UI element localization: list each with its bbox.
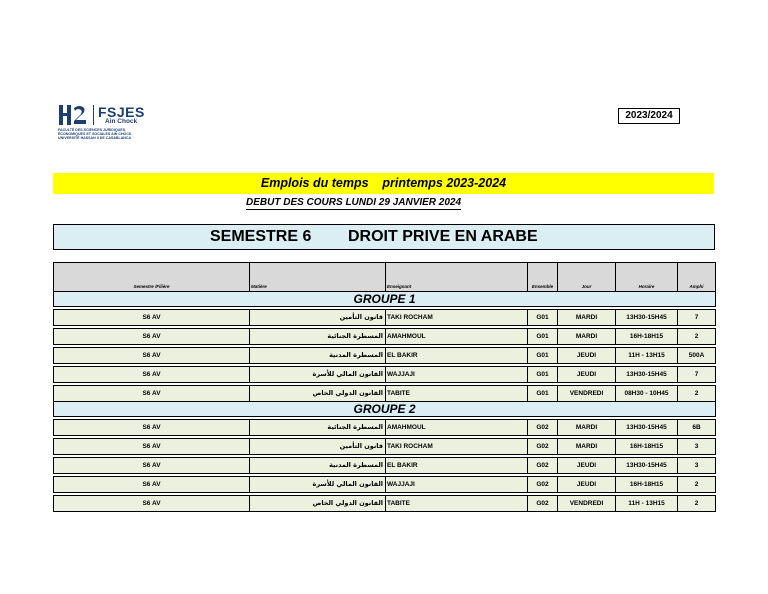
cell-amphi: 3 — [678, 439, 716, 455]
cell-jour: JEUDI — [558, 477, 616, 493]
cell-enseignant: EL BAKIR — [386, 348, 528, 364]
schedule-banner: Emplois du temps printemps 2023-2024 — [53, 173, 714, 194]
cell-semestre: S6 AV — [54, 477, 250, 493]
group-title: GROUPE 1 — [54, 292, 716, 307]
table-row — [54, 367, 716, 383]
cell-semestre: S6 AV — [54, 386, 250, 402]
cell-enseignant: EL BAKIR — [386, 458, 528, 474]
cell-ensemble: G02 — [528, 458, 558, 474]
cell-jour: MARDI — [558, 329, 616, 345]
cell-matiere: قانون التأمين — [250, 439, 386, 455]
table-row — [54, 420, 716, 436]
cell-enseignant: TABITE — [386, 496, 528, 512]
cell-ensemble: G02 — [528, 420, 558, 436]
cell-amphi: 2 — [678, 386, 716, 402]
table-row — [54, 348, 716, 364]
cell-horaire: 16H-18H15 — [616, 439, 678, 455]
cell-enseignant: TABITE — [386, 386, 528, 402]
cell-horaire: 11H - 13H15 — [616, 496, 678, 512]
cell-ensemble: G01 — [528, 348, 558, 364]
program-name: DROIT PRIVE EN ARABE — [348, 228, 538, 245]
cell-horaire: 13H30-15H45 — [616, 367, 678, 383]
logo-line-1: FACULTÉ DES SCIENCES JURIDIQUES, — [58, 128, 127, 132]
cell-amphi: 2 — [678, 329, 716, 345]
cell-ensemble: G01 — [528, 386, 558, 402]
cell-matiere: قانون التأمين — [250, 310, 386, 326]
header-horaire: Horaire — [616, 263, 678, 292]
table-header-row — [54, 263, 716, 292]
cell-semestre: S6 AV — [54, 329, 250, 345]
cell-ensemble: G01 — [528, 310, 558, 326]
cell-amphi: 3 — [678, 458, 716, 474]
cell-jour: MARDI — [558, 439, 616, 455]
cell-enseignant: WAJJAJI — [386, 477, 528, 493]
cell-semestre: S6 AV — [54, 439, 250, 455]
cell-enseignant: AMAHMOUL — [386, 420, 528, 436]
cell-horaire: 16H-18H15 — [616, 329, 678, 345]
cell-ensemble: G01 — [528, 367, 558, 383]
cell-enseignant: WAJJAJI — [386, 367, 528, 383]
cell-enseignant: TAKI ROCHAM — [386, 439, 528, 455]
header-matiere: Matière — [250, 263, 386, 292]
university-emblem-icon — [58, 104, 90, 126]
cell-semestre: S6 AV — [54, 348, 250, 364]
cell-amphi: 7 — [678, 310, 716, 326]
cell-semestre: S6 AV — [54, 458, 250, 474]
group-header-row — [54, 402, 716, 417]
cell-jour: JEUDI — [558, 367, 616, 383]
semester-title-box — [53, 224, 715, 250]
cell-semestre: S6 AV — [54, 310, 250, 326]
cell-jour: MARDI — [558, 420, 616, 436]
cell-ensemble: G02 — [528, 477, 558, 493]
cell-horaire: 13H30-15H45 — [616, 420, 678, 436]
header-jour: Jour — [558, 263, 616, 292]
logo-line-3: UNIVERSITÉ HASSAN II DE CASABLANCA — [58, 136, 132, 140]
table-row — [54, 477, 716, 493]
cell-semestre: S6 AV — [54, 367, 250, 383]
logo-faculty-name — [58, 128, 168, 140]
cell-horaire: 13H30-15H45 — [616, 458, 678, 474]
logo-divider — [93, 105, 94, 125]
table-row — [54, 329, 716, 345]
table-row — [54, 439, 716, 455]
table-row — [54, 310, 716, 326]
cell-ensemble: G02 — [528, 496, 558, 512]
header-enseignant: Enseignant — [386, 263, 528, 292]
header-ensemble: Ensemble — [528, 263, 558, 292]
cell-enseignant: AMAHMOUL — [386, 329, 528, 345]
academic-year: 2023/2024 — [618, 108, 680, 124]
logo-subtitle: Ain Chock — [105, 118, 138, 125]
cell-amphi: 500A — [678, 348, 716, 364]
cell-jour: JEUDI — [558, 348, 616, 364]
cell-ensemble: G02 — [528, 439, 558, 455]
cell-amphi: 2 — [678, 477, 716, 493]
cell-matiere: المسطرة الجنائية — [250, 420, 386, 436]
cell-jour: JEUDI — [558, 458, 616, 474]
cell-matiere: المسطرة الجنائية — [250, 329, 386, 345]
logo-line-2: ÉCONOMIQUES ET SOCIALES AIN CHOCK — [58, 132, 132, 136]
cell-amphi: 7 — [678, 367, 716, 383]
cell-matiere: القانون الدولي الخاص — [250, 386, 386, 402]
table-row — [54, 386, 716, 402]
cell-amphi: 2 — [678, 496, 716, 512]
cell-matiere: القانون المالي للأسرة — [250, 367, 386, 383]
cell-horaire: 13H30-15H45 — [616, 310, 678, 326]
group-header-row — [54, 292, 716, 307]
cell-matiere: القانون المالي للأسرة — [250, 477, 386, 493]
timetable — [53, 262, 716, 512]
cell-semestre: S6 AV — [54, 496, 250, 512]
cell-jour: VENDREDI — [558, 386, 616, 402]
cell-horaire: 08H30 - 10H45 — [616, 386, 678, 402]
cell-ensemble: G01 — [528, 329, 558, 345]
faculty-logo — [58, 104, 168, 138]
table-row — [54, 458, 716, 474]
cell-jour: MARDI — [558, 310, 616, 326]
cell-horaire: 11H - 13H15 — [616, 348, 678, 364]
cell-jour: VENDREDI — [558, 496, 616, 512]
table-row — [54, 496, 716, 512]
cell-semestre: S6 AV — [54, 420, 250, 436]
group-title: GROUPE 2 — [54, 402, 716, 417]
semester-code: SEMESTRE 6 — [210, 228, 312, 245]
cell-enseignant: TAKI ROCHAM — [386, 310, 528, 326]
logo-brand: FSJES — [98, 104, 145, 120]
course-start-date: DEBUT DES COURS LUNDI 29 JANVIER 2024 — [246, 197, 462, 208]
cell-matiere: المسطرة المدنية — [250, 348, 386, 364]
cell-amphi: 6B — [678, 420, 716, 436]
cell-matiere: القانون الدولي الخاص — [250, 496, 386, 512]
header-amphi: Amphi — [678, 263, 716, 292]
cell-matiere: المسطرة المدنية — [250, 458, 386, 474]
header-semestre: Semestre /Filière — [54, 263, 250, 292]
cell-horaire: 16H-18H15 — [616, 477, 678, 493]
